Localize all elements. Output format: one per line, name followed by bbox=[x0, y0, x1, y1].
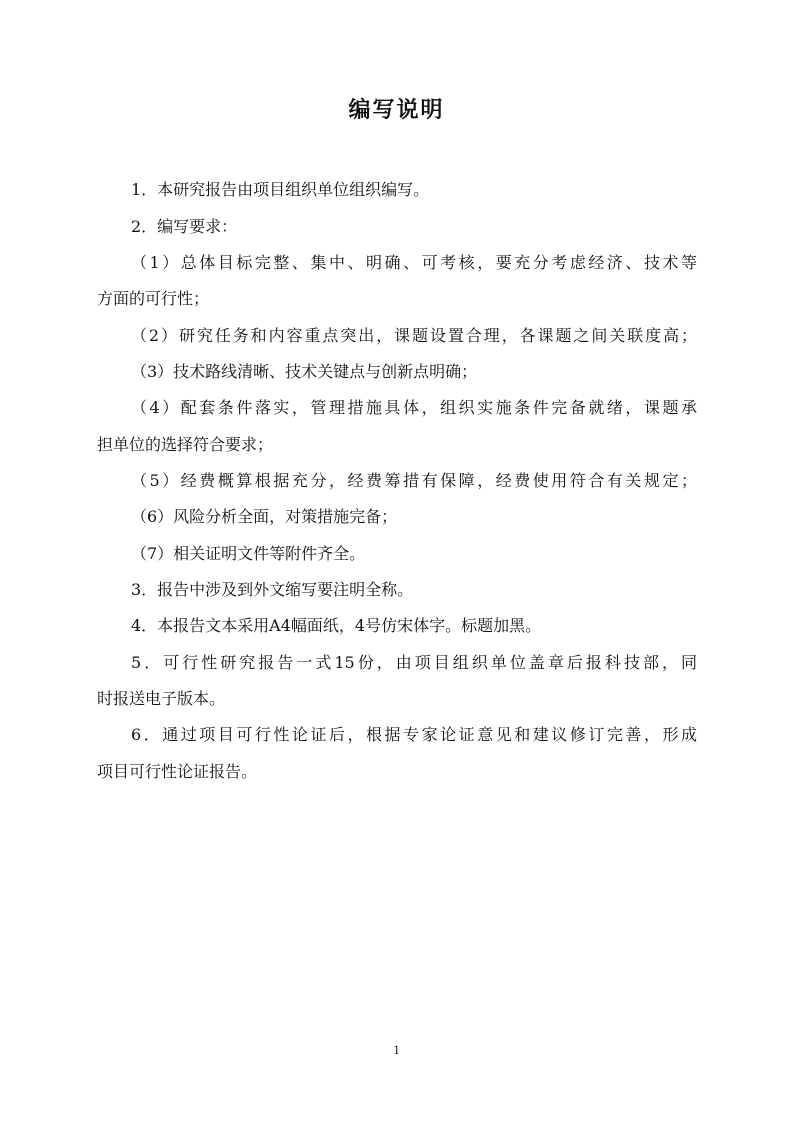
item-3: 3．报告中涉及到外文缩写要注明全称。 bbox=[131, 580, 414, 599]
item-5-line2: 时报送电子版本。 bbox=[97, 689, 226, 708]
item-2-3: （3）技术路线清晰、技术关键点与创新点明确； bbox=[131, 362, 478, 381]
item-2-2: （2）研究任务和内容重点突出，课题设置合理，各课题之间关联度高； bbox=[131, 326, 697, 345]
item-4: 4．本报告文本采用A4幅面纸，4号仿宋体字。标题加黑。 bbox=[131, 616, 542, 635]
item-2-5: （5）经费概算根据充分，经费筹措有保障，经费使用符合有关规定； bbox=[131, 471, 697, 490]
item-2-6: （6）风险分析全面，对策措施完备； bbox=[131, 507, 398, 526]
item-2-7: （7）相关证明文件等附件齐全。 bbox=[131, 544, 366, 563]
document-title: 编写说明 bbox=[348, 98, 445, 123]
item-1: 1．本研究报告由项目组织单位组织编写。 bbox=[131, 180, 430, 199]
item-2-4-line1: （4）配套条件落实，管理措施具体，组织实施条件完备就绪，课题承 bbox=[131, 398, 697, 417]
item-2: 2．编写要求： bbox=[131, 217, 238, 236]
page-number: 1 bbox=[393, 1042, 400, 1057]
item-6-line1: 6．通过项目可行性论证后，根据专家论证意见和建议修订完善，形成 bbox=[131, 725, 697, 744]
item-6-line2: 项目可行性论证报告。 bbox=[97, 762, 258, 781]
item-2-4-line2: 担单位的选择符合要求； bbox=[97, 435, 274, 454]
item-5-line1: 5．可行性研究报告一式15份，由项目组织单位盖章后报科技部，同 bbox=[131, 653, 697, 672]
item-2-1-line1: （1）总体目标完整、集中、明确、可考核，要充分考虑经济、技术等 bbox=[131, 253, 697, 272]
item-2-1-line2: 方面的可行性； bbox=[97, 289, 210, 308]
